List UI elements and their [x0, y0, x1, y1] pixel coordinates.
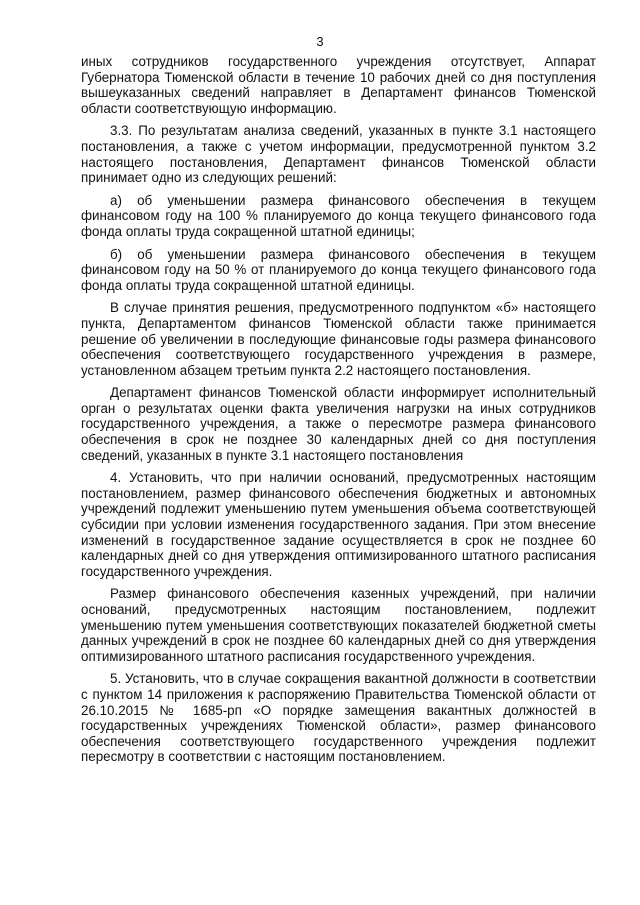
paragraph-continuation: иных сотрудников государственного учреждения отсутствует, Аппарат Губернатора Тюменской области в течение 10 рабочих дней со дня поступления вышеуказанных сведений направляет в Департамент финансов Тюменской области соответствующую информацию. [81, 54, 596, 116]
paragraph-case-b: В случае принятия решения, предусмотренного подпунктом «б» настоящего пункта, Департаментом финансов Тюменской области также принимается решение об увеличении в последующие финансовые годы размера финансового обеспечения соответствующего государственного учреждения в размере, установленном абзацем третьим пункта 2.2 настоящего постановления. [81, 300, 596, 378]
paragraph-4: 4. Установить, что при наличии оснований, предусмотренных настоящим постановлением, размер финансового обеспечения бюджетных и автономных учреждений подлежит уменьшению путем уменьшения объема соответствующей субсидии при условии изменения государственного задания. При этом внесение изменений в государственное задание осуществляется в срок не позднее 60 календарных дней со дня утверждения оптимизированного штатного расписания государственного учреждения. [81, 470, 596, 579]
paragraph-5: 5. Установить, что в случае сокращения вакантной должности в соответствии с пунктом 14 приложения к распоряжению Правительства Тюменской области от 26.10.2015 № 1685-рп «О порядке замещения вакантных должностей в государственных учреждениях Тюменской области», размер финансового обеспечения соответствующего государственного учреждения подлежит пересмотру в соответствии с настоящим постановлением. [81, 671, 596, 765]
paragraph-decision-b: б) об уменьшении размера финансового обеспечения в текущем финансовом году на 50 % от планируемого до конца текущего финансового года фонда оплаты труда сокращенной штатной единицы. [81, 246, 596, 293]
paragraph-department-informs: Департамент финансов Тюменской области информирует исполнительный орган о результатах оценки факта увеличения нагрузки на иных сотрудников государственного учреждения, а также о пересмотре размера финансового обеспечения в срок не позднее 30 календарных дней со дня поступления сведений, указанных в пункте 3.1 настоящего постановления [81, 385, 596, 463]
paragraph-kazennye: Размер финансового обеспечения казенных учреждений, при наличии оснований, предусмотренных настоящим постановлением, подлежит уменьшению путем уменьшения соответствующих показателей бюджетной сметы данных учреждений в срок не позднее 60 календарных дней со дня утверждения оптимизированного штатного расписания государственного учреждения. [81, 586, 596, 664]
document-body [81, 54, 596, 772]
paragraph-3-3: 3.3. По результатам анализа сведений, указанных в пункте 3.1 настоящего постановления, а также с учетом информации, предусмотренной пунктом 3.2 настоящего постановления, Департамент финансов Тюменской области принимает одно из следующих решений: [81, 123, 596, 186]
paragraph-decision-a: а) об уменьшении размера финансового обеспечения в текущем финансовом году на 100 % планируемого до конца текущего финансового года фонда оплаты труда сокращенной штатной единицы; [81, 192, 596, 239]
page-number: 3 [316, 34, 324, 49]
